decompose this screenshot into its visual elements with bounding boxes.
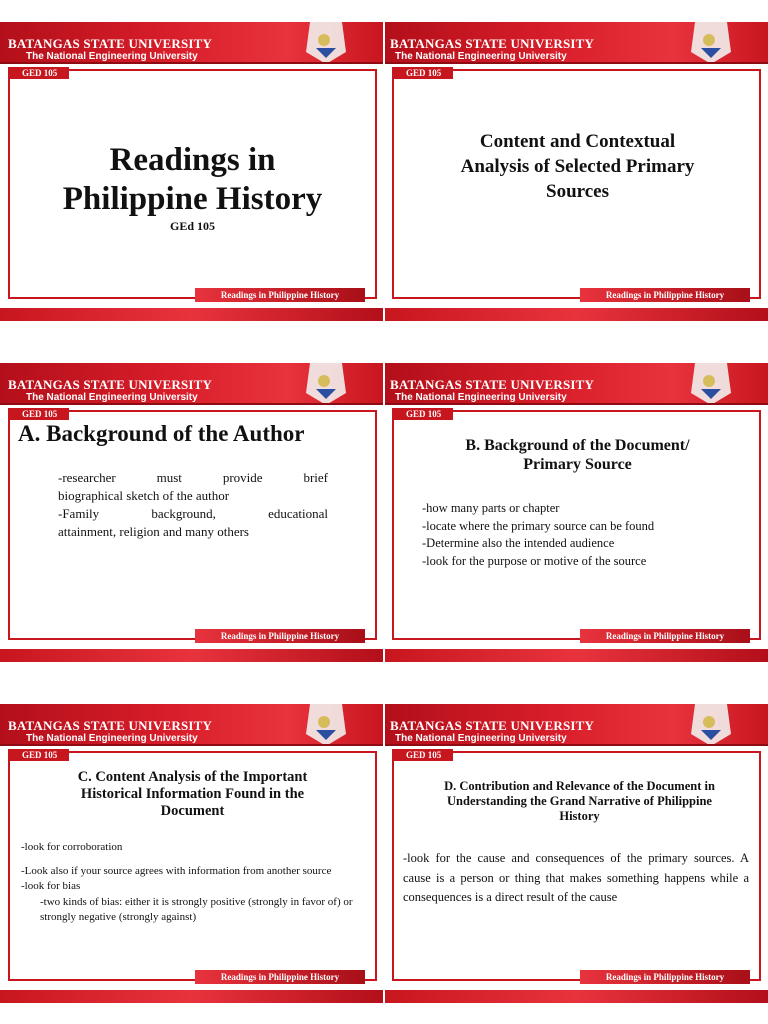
slide-body: -researcher must provide brief biographical sketch of the author -Family background, educational attainment, religion and many others <box>58 470 328 539</box>
slide-body: -look for corroboration -Look also if your source agrees with information from another source -look for bias -two kinds of bias: either it is strongly positive (strongly in favor of) or strongly negative (strongly against) <box>21 841 353 923</box>
list-item: -locate where the primary source can be found <box>422 518 655 533</box>
university-name: BATANGAS STATE UNIVERSITY <box>390 36 595 51</box>
slide-4 <box>385 363 768 662</box>
university-banner <box>385 363 768 405</box>
university-tagline: The National Engineering University <box>26 51 198 62</box>
slide-list <box>422 500 654 570</box>
course-code-badge: GED 105 <box>392 749 453 761</box>
university-name: BATANGAS STATE UNIVERSITY <box>390 718 595 733</box>
slide-footer: Readings in Philippine History <box>580 629 750 643</box>
university-logo-icon <box>687 363 735 405</box>
slide-footer: Readings in Philippine History <box>580 970 750 984</box>
university-tagline: The National Engineering University <box>26 392 198 403</box>
slide-content <box>10 71 375 297</box>
course-code-badge: GED 105 <box>392 67 453 79</box>
university-logo-icon <box>302 22 350 64</box>
slide-footer: Readings in Philippine History <box>580 288 750 302</box>
bottom-bar <box>0 308 383 321</box>
university-banner <box>385 22 768 64</box>
university-tagline: The National Engineering University <box>26 733 198 744</box>
university-banner <box>0 704 383 746</box>
university-banner <box>0 363 383 405</box>
slide-1 <box>0 22 383 321</box>
slide-content <box>10 753 375 979</box>
course-code-badge: GED 105 <box>392 408 453 420</box>
university-banner <box>385 704 768 746</box>
list-item: -Determine also the intended audience <box>422 536 615 550</box>
slide-content <box>395 71 760 297</box>
university-logo-icon <box>302 704 350 746</box>
slide-subtitle: GEd 105 <box>169 219 215 233</box>
university-tagline: The National Engineering University <box>395 733 567 744</box>
slide-content <box>395 753 760 979</box>
list-item: -how many parts or chapter <box>422 501 560 515</box>
bottom-bar <box>385 990 768 1003</box>
slide-footer: Readings in Philippine History <box>195 629 365 643</box>
slide-title: Content and Contextual Analysis of Selected Primary Sources <box>460 131 695 202</box>
slide-3 <box>0 363 383 662</box>
slide-6 <box>385 704 768 1003</box>
bottom-bar <box>0 990 383 1003</box>
bottom-bar <box>385 308 768 321</box>
university-name: BATANGAS STATE UNIVERSITY <box>8 718 213 733</box>
university-name: BATANGAS STATE UNIVERSITY <box>8 377 213 392</box>
university-name: BATANGAS STATE UNIVERSITY <box>390 377 595 392</box>
slide-heading: D. Contribution and Relevance of the Document in Understanding the Grand Narrative of Philippine History <box>444 779 715 823</box>
course-code-badge: GED 105 <box>8 749 69 761</box>
slide-heading: B. Background of the Document/ Primary Source <box>465 437 690 473</box>
slide-2 <box>385 22 768 321</box>
list-item: -look for the purpose or motive of the source <box>422 553 647 568</box>
slide-content <box>395 412 760 638</box>
university-tagline: The National Engineering University <box>395 392 567 403</box>
slide-heading: A. Background of the Author <box>18 421 305 446</box>
bottom-bar <box>385 649 768 662</box>
course-code-badge: GED 105 <box>8 67 69 79</box>
university-logo-icon <box>302 363 350 405</box>
bottom-bar <box>0 649 383 662</box>
university-tagline: The National Engineering University <box>395 51 567 62</box>
university-logo-icon <box>687 22 735 64</box>
slide-heading: C. Content Analysis of the Important Historical Information Found in the Document <box>77 769 308 819</box>
slide-content <box>10 412 375 638</box>
slide-title: Readings in Philippine History <box>62 142 323 217</box>
slide-5 <box>0 704 383 1003</box>
university-banner <box>0 22 383 64</box>
course-code-badge: GED 105 <box>8 408 69 420</box>
slide-footer: Readings in Philippine History <box>195 288 365 302</box>
slide-body: -look for the cause and consequences of the primary sources. A cause is a person or thing that makes something happens while a consequences is a direct result of the cause <box>403 851 749 904</box>
university-name: BATANGAS STATE UNIVERSITY <box>8 36 213 51</box>
slide-footer: Readings in Philippine History <box>195 970 365 984</box>
university-logo-icon <box>687 704 735 746</box>
